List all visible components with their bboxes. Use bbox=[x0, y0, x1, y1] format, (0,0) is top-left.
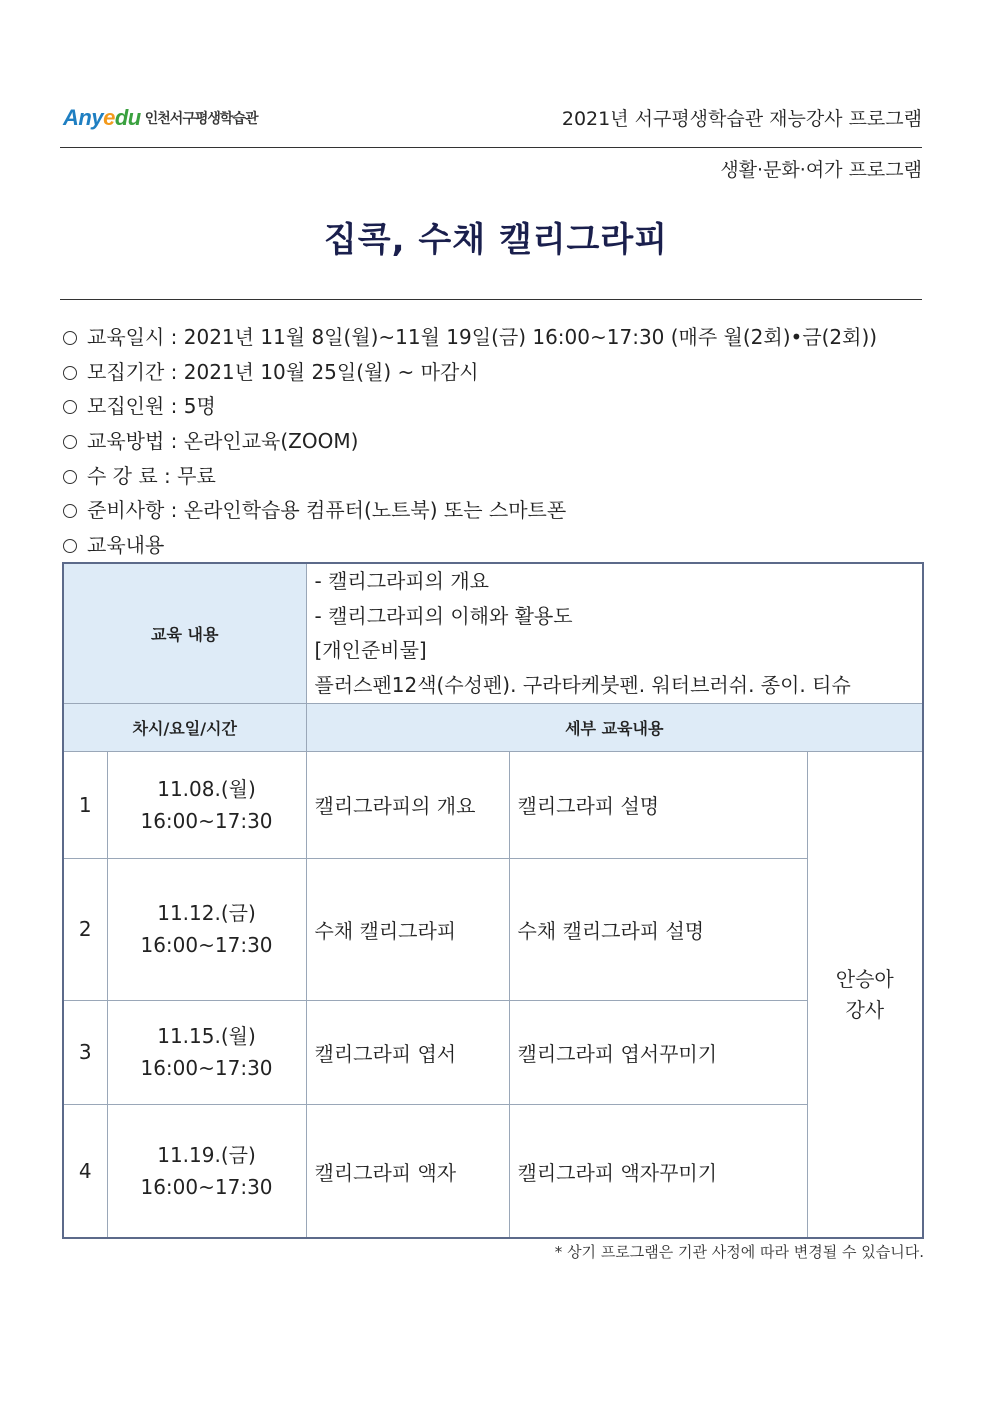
session-datetime bbox=[107, 1000, 306, 1104]
teacher-cell bbox=[807, 751, 923, 1238]
info-value: 2021년 11월 8일(월)~11월 19일(금) 16:00~17:30 (매주 월(2회)•금(2회)) bbox=[183, 325, 878, 349]
change-notice: * 상기 프로그램은 기관 사정에 따라 변경될 수 있습니다. bbox=[554, 1243, 924, 1261]
info-value: 무료 bbox=[177, 463, 216, 488]
content-description-cell bbox=[306, 563, 923, 703]
circle-bullet-icon bbox=[63, 331, 77, 345]
info-value: 2021년 10월 25일(월) ~ 마감시 bbox=[183, 359, 479, 384]
info-item-capacity bbox=[60, 389, 877, 424]
circle-bullet-icon bbox=[63, 366, 77, 380]
content-summary-row bbox=[63, 563, 923, 703]
session-date: 11.19.(금) bbox=[157, 1143, 256, 1168]
session-time: 16:00~17:30 bbox=[140, 1056, 273, 1081]
content-line: - 캘리그라피의 개요 bbox=[314, 569, 489, 593]
info-label: 모집인원 bbox=[87, 394, 165, 419]
session-number: 2 bbox=[63, 858, 107, 1000]
logo-wordmark: Anyedu bbox=[63, 105, 141, 130]
session-detail: 수채 캘리그라피 설명 bbox=[509, 858, 807, 1000]
content-header-cell: 교육 내용 bbox=[63, 563, 306, 703]
circle-bullet-icon bbox=[63, 400, 77, 414]
info-item-fee bbox=[60, 459, 877, 494]
session-topic: 캘리그라피 액자 bbox=[306, 1104, 509, 1238]
circle-bullet-icon bbox=[63, 435, 77, 449]
info-list bbox=[60, 320, 877, 563]
session-datetime bbox=[107, 858, 306, 1000]
session-topic: 수채 캘리그라피 bbox=[306, 858, 509, 1000]
detail-column-header: 세부 교육내용 bbox=[306, 703, 923, 751]
table-row bbox=[63, 1104, 923, 1238]
session-topic: 캘리그라피의 개요 bbox=[306, 751, 509, 858]
info-separator: : bbox=[164, 463, 171, 488]
table-row bbox=[63, 858, 923, 1000]
circle-bullet-icon bbox=[63, 539, 77, 553]
info-item-content bbox=[60, 528, 877, 563]
info-value: 온라인교육(ZOOM) bbox=[183, 429, 359, 454]
circle-bullet-icon bbox=[63, 504, 77, 518]
info-label: 교육일시 bbox=[87, 325, 165, 349]
info-label: 수 강 료 bbox=[87, 463, 158, 488]
session-time: 16:00~17:30 bbox=[140, 808, 273, 833]
content-line: - 캘리그라피의 이해와 활용도 bbox=[314, 603, 573, 628]
session-number: 4 bbox=[63, 1104, 107, 1238]
session-number: 1 bbox=[63, 751, 107, 858]
session-date: 11.12.(금) bbox=[157, 901, 256, 926]
info-item-recruit-period bbox=[60, 355, 877, 390]
session-date: 11.15.(월) bbox=[157, 1024, 256, 1049]
session-time: 16:00~17:30 bbox=[140, 1175, 273, 1200]
teacher-name: 안승아 bbox=[835, 966, 894, 991]
content-line: [개인준비물] bbox=[314, 638, 427, 663]
table-header-row bbox=[63, 703, 923, 751]
title-divider bbox=[60, 299, 922, 300]
header-divider bbox=[60, 147, 922, 148]
session-detail: 캘리그라피 액자꾸미기 bbox=[509, 1104, 807, 1238]
info-separator: : bbox=[170, 394, 178, 419]
info-value: 온라인학습용 컴퓨터(노트북) 또는 스마트폰 bbox=[183, 498, 567, 523]
info-label: 교육내용 bbox=[87, 533, 165, 558]
info-separator: : bbox=[170, 359, 178, 384]
session-datetime bbox=[107, 1104, 306, 1238]
logo-institution-name: 인천서구평생학습관 bbox=[144, 111, 258, 127]
session-column-header: 차시/요일/시간 bbox=[63, 703, 306, 751]
session-date: 11.08.(월) bbox=[157, 776, 256, 801]
info-separator: : bbox=[170, 429, 178, 454]
info-label: 모집기간 bbox=[87, 359, 165, 384]
program-category: 생활·문화·여가 프로그램 bbox=[720, 159, 922, 181]
table-row bbox=[63, 751, 923, 858]
schedule-table bbox=[62, 562, 924, 1239]
page-title: 집콕, 수채 캘리그라피 bbox=[323, 220, 669, 260]
info-value: 5명 bbox=[183, 394, 216, 419]
info-separator: : bbox=[170, 325, 178, 349]
content-line: 플러스펜12색(수성펜). 구라타케붓펜. 워터브러쉬. 종이. 티슈 bbox=[314, 673, 851, 698]
session-number: 3 bbox=[63, 1000, 107, 1104]
table-row bbox=[63, 1000, 923, 1104]
info-item-preparation bbox=[60, 493, 877, 528]
session-datetime bbox=[107, 751, 306, 858]
circle-bullet-icon bbox=[63, 470, 77, 484]
session-detail: 캘리그라피 설명 bbox=[509, 751, 807, 858]
session-time: 16:00~17:30 bbox=[140, 933, 273, 958]
session-detail: 캘리그라피 엽서꾸미기 bbox=[509, 1000, 807, 1104]
program-year-title: 2021년 서구평생학습관 재능강사 프로그램 bbox=[561, 108, 922, 130]
info-label: 교육방법 bbox=[87, 429, 165, 454]
info-item-method bbox=[60, 424, 877, 459]
session-topic: 캘리그라피 엽서 bbox=[306, 1000, 509, 1104]
info-label: 준비사항 bbox=[87, 498, 165, 523]
teacher-title: 강사 bbox=[845, 997, 885, 1022]
institution-logo bbox=[63, 100, 257, 136]
info-item-schedule bbox=[60, 320, 877, 355]
info-separator: : bbox=[170, 498, 178, 523]
